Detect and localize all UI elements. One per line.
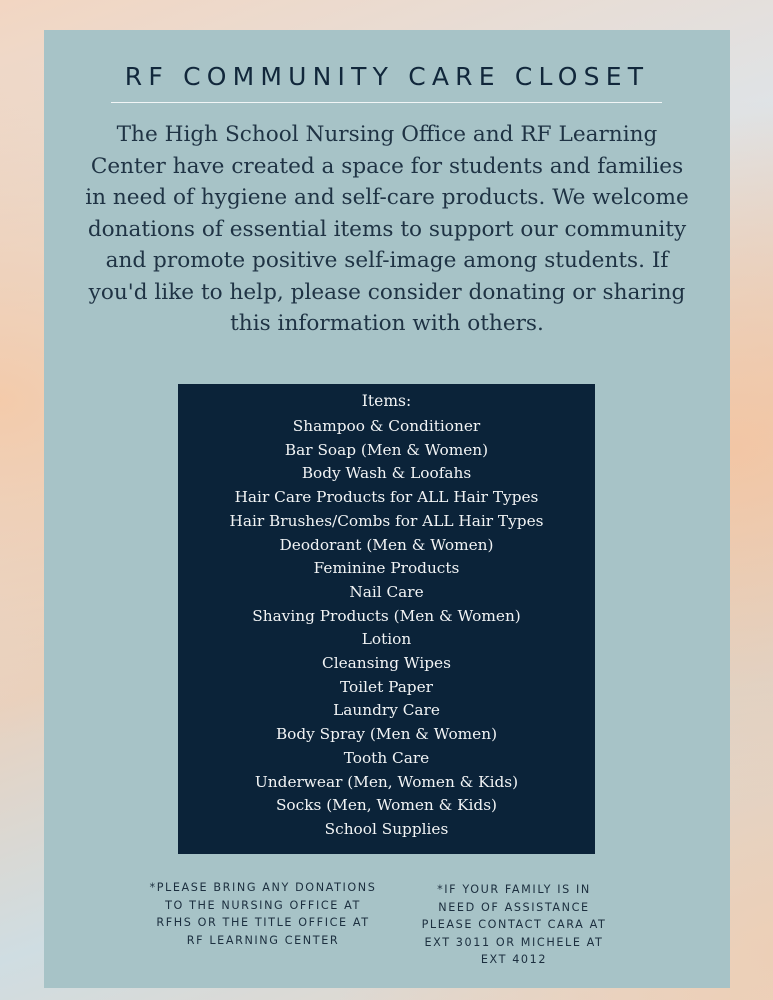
- list-item: Bar Soap (Men & Women): [284, 440, 489, 459]
- list-item: Body Spray (Men & Women): [275, 725, 498, 744]
- items-list: [178, 415, 595, 842]
- list-item: Deodorant (Men & Women): [279, 535, 494, 554]
- donation-note: *PLEASE BRING ANY DONATIONS TO THE NURSING OFFICE AT RFHS OR THE TITLE OFFICE AT RF LEARNING CENTER: [149, 881, 377, 947]
- intro-paragraph: The High School Nursing Office and RF Learning Center have created a space for students and families in need of hygiene and self-care products. We welcome donations of essential items to support our community and promote positive self-image among students. If you'd like to help, please consider donating or sharing this information with others.: [85, 122, 689, 336]
- list-item: Hair Brushes/Combs for ALL Hair Types: [229, 511, 544, 530]
- list-item: Shampoo & Conditioner: [292, 417, 481, 435]
- list-item: Lotion: [361, 630, 412, 649]
- items-heading: Items:: [361, 392, 412, 410]
- assistance-note: *IF YOUR FAMILY IS IN NEED OF ASSISTANCE PLEASE CONTACT CARA AT EXT 3011 OR MICHELE AT EXT 4012: [421, 883, 607, 966]
- list-item: Hair Care Products for ALL Hair Types: [234, 488, 539, 507]
- list-item: Feminine Products: [313, 559, 460, 578]
- items-box: [178, 384, 595, 854]
- list-item: Body Wash & Loofahs: [301, 464, 472, 483]
- title-divider: [111, 102, 662, 103]
- list-item: Shaving Products (Men & Women): [252, 606, 521, 625]
- list-item: Toilet Paper: [340, 677, 433, 696]
- list-item: Cleansing Wipes: [322, 654, 451, 673]
- list-item: Underwear (Men, Women & Kids): [254, 772, 519, 791]
- list-item: Socks (Men, Women & Kids): [275, 796, 498, 815]
- list-item: Nail Care: [349, 582, 424, 601]
- list-item: School Supplies: [324, 819, 449, 838]
- list-item: Laundry Care: [333, 701, 440, 720]
- flyer-panel: [44, 30, 730, 988]
- flyer-title: RF COMMUNITY CARE CLOSET: [124, 62, 650, 91]
- list-item: Tooth Care: [343, 748, 430, 767]
